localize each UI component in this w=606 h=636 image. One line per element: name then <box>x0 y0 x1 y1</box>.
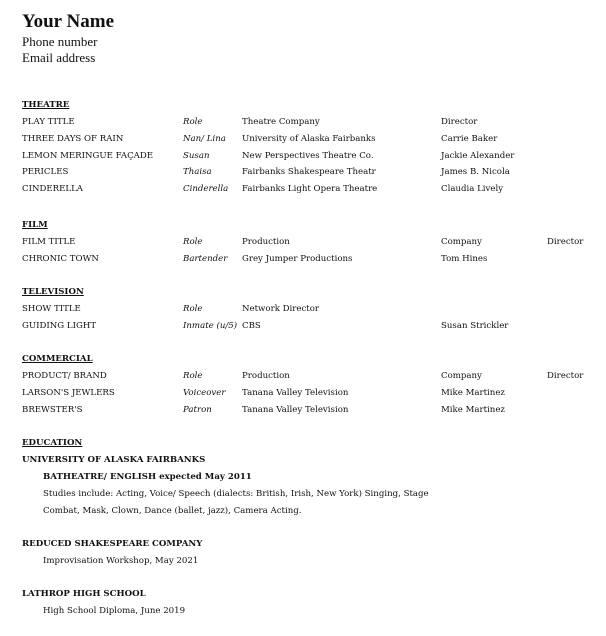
credit-director: Jackie Alexander <box>441 150 515 161</box>
credit-row <box>0 134 606 148</box>
credit-company: Network Director <box>242 304 320 314</box>
credit-company: New Perspectives Theatre Co. <box>242 150 374 161</box>
credit-director: Tom Hines <box>441 253 488 264</box>
credit-director: Claudia Lively <box>441 184 504 195</box>
credit-role: Bartender <box>183 253 228 264</box>
credit-row <box>0 321 606 335</box>
credit-company: Fairbanks Shakespeare Theatr <box>242 167 376 178</box>
credit-role: Patron <box>183 404 212 415</box>
credit-row <box>0 388 606 402</box>
credit-company: CBS <box>242 320 261 331</box>
credit-role: Nan/ Lina <box>183 133 226 144</box>
school-detail: High School Diploma, June 2019 <box>43 606 186 616</box>
studies-line: Studies include: Acting, Voice/ Speech (dialects: British, Irish, New York) Singing, Stage <box>43 489 429 499</box>
credit-title: THREE DAYS OF RAIN <box>22 133 124 144</box>
credit-title: LEMON MERINGUE FAÇADE <box>22 150 154 161</box>
credit-title: FILM TITLE <box>22 237 76 247</box>
credit-company: Tanana Valley Television <box>242 404 349 415</box>
credit-company: Tanana Valley Television <box>242 387 349 398</box>
credit-extra: Director <box>547 237 584 247</box>
credit-role: Inmate (u/5) <box>183 320 238 331</box>
credit-role: Voiceover <box>183 387 226 398</box>
column-header-row <box>0 237 606 251</box>
education-heading: EDUCATION <box>22 438 83 448</box>
credit-role: Role <box>183 117 203 127</box>
credit-row <box>0 405 606 419</box>
credit-role: Susan <box>183 150 210 161</box>
credit-extra: Director <box>547 371 584 381</box>
credit-company: Production <box>242 237 290 247</box>
credit-row <box>0 151 606 165</box>
school-name: UNIVERSITY OF ALASKA FAIRBANKS <box>22 455 206 465</box>
credit-title: SHOW TITLE <box>22 304 81 314</box>
column-header-row <box>0 304 606 318</box>
credit-row <box>0 254 606 268</box>
email-address: Email address <box>22 50 96 65</box>
degree: BATHEATRE/ ENGLISH expected May 2011 <box>43 472 252 482</box>
credit-director: Mike Martinez <box>441 404 505 415</box>
resume-name: Your Name <box>22 11 115 32</box>
credit-title: BREWSTER'S <box>22 404 83 415</box>
credit-title: CHRONIC TOWN <box>22 253 99 264</box>
section-heading: COMMERCIAL <box>22 354 93 364</box>
credit-row <box>0 184 606 198</box>
studies-line: Combat, Mask, Clown, Dance (ballet, jazz), Camera Acting. <box>43 506 302 516</box>
credit-title: LARSON'S JEWLERS <box>22 387 115 398</box>
credit-company: Production <box>242 371 290 381</box>
credit-role: Role <box>183 304 203 314</box>
credit-company: Fairbanks Light Opera Theatre <box>242 184 378 195</box>
section-heading: TELEVISION <box>22 287 84 297</box>
credit-director: Susan Strickler <box>441 320 509 331</box>
credit-company: Theatre Company <box>242 117 320 127</box>
credit-title: PERICLES <box>22 167 69 178</box>
school-detail: Improvisation Workshop, May 2021 <box>43 556 199 566</box>
credit-role: Thaisa <box>183 167 212 178</box>
credit-role: Role <box>183 237 203 247</box>
school-name: REDUCED SHAKESPEARE COMPANY <box>22 539 203 549</box>
column-header-row <box>0 117 606 131</box>
credit-company: University of Alaska Fairbanks <box>242 133 376 144</box>
school-name: LATHROP HIGH SCHOOL <box>22 589 146 599</box>
credit-title: CINDERELLA <box>22 184 84 195</box>
credit-role: Cinderella <box>183 184 229 195</box>
credit-company: Grey Jumper Productions <box>242 253 353 264</box>
section-heading: THEATRE <box>22 100 70 110</box>
credit-director: Company <box>441 237 482 247</box>
credit-director: Carrie Baker <box>441 133 498 144</box>
phone-number: Phone number <box>22 34 98 49</box>
credit-row <box>0 167 606 181</box>
column-header-row <box>0 371 606 385</box>
credit-title: GUIDING LIGHT <box>22 320 97 331</box>
credit-title: PRODUCT/ BRAND <box>22 371 107 381</box>
section-heading: FILM <box>22 220 48 230</box>
credit-director: Mike Martinez <box>441 387 505 398</box>
credit-director: James B. Nicola <box>441 167 510 178</box>
credit-director: Company <box>441 371 482 381</box>
credit-title: PLAY TITLE <box>22 117 75 127</box>
credit-director: Director <box>441 117 478 127</box>
credit-role: Role <box>183 371 203 381</box>
